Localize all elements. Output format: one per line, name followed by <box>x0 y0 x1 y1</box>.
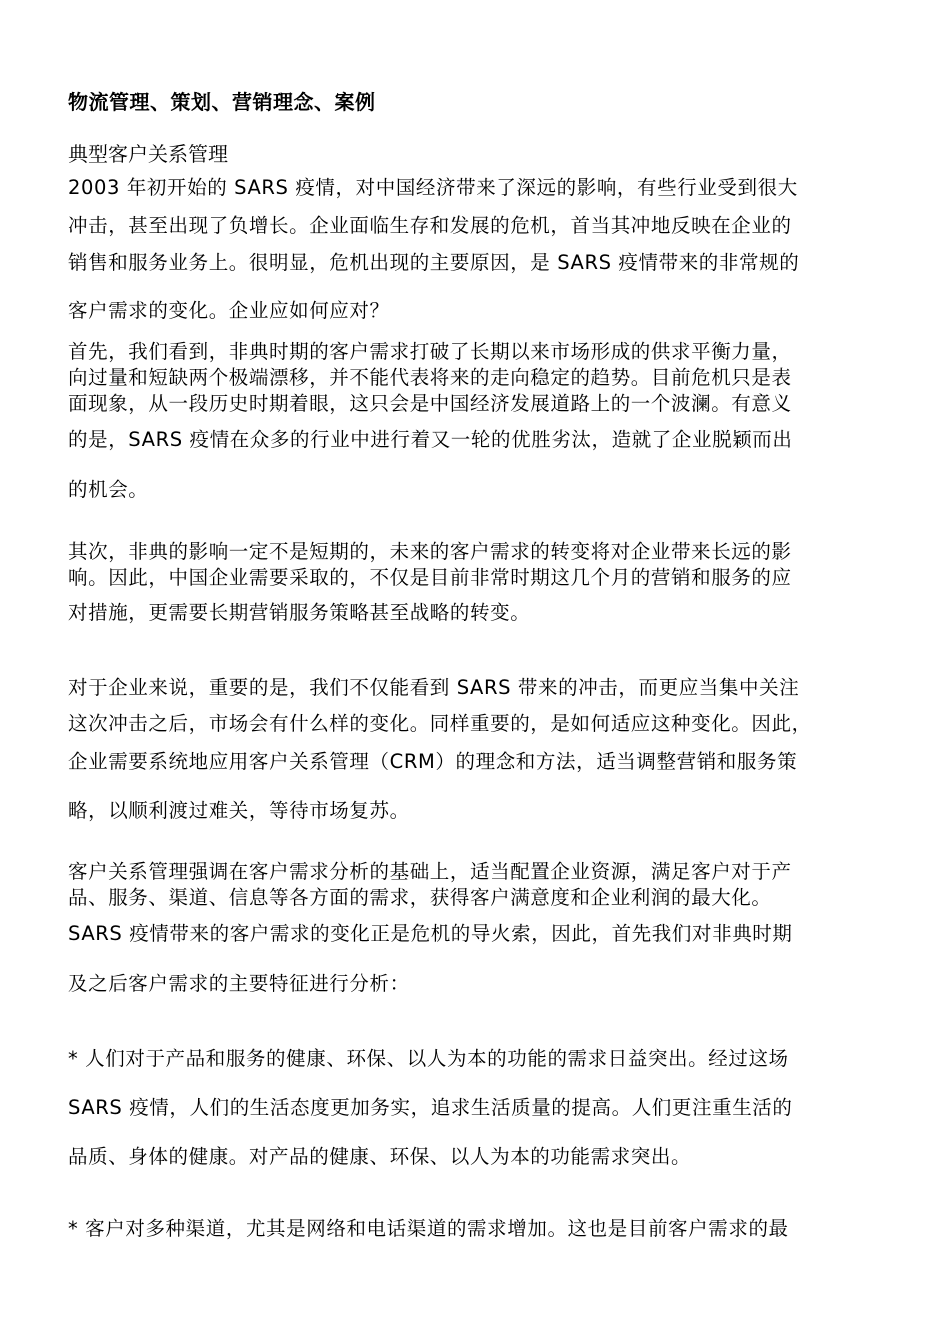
paragraph-line: 这次冲击之后，市场会有什么样的变化。同样重要的，是如何适应这种变化。因此， <box>68 712 812 735</box>
paragraph-line: 对于企业来说，重要的是，我们不仅能看到 SARS 带来的冲击，而更应当集中关注 <box>68 676 800 699</box>
paragraph-line: 首先，我们看到，非典时期的客户需求打破了长期以来市场形成的供求平衡力量， <box>68 340 792 363</box>
paragraph-line: 略，以顺利渡过难关，等待市场复苏。 <box>68 799 410 822</box>
paragraph-line: 面现象，从一段历史时期着眼，这只会是中国经济发展道路上的一个波澜。有意义 <box>68 392 792 415</box>
paragraph-line: 响。因此，中国企业需要采取的，不仅是目前非常时期这几个月的营销和服务的应 <box>68 566 792 589</box>
list-item-line: * 客户对多种渠道，尤其是网络和电话渠道的需求增加。这也是目前客户需求的最 <box>68 1217 789 1240</box>
paragraph-line: 的机会。 <box>68 478 149 501</box>
paragraph-line: 向过量和短缺两个极端漂移，并不能代表将来的走向稳定的趋势。目前危机只是表 <box>68 366 792 389</box>
paragraph-line: 2003 年初开始的 SARS 疫情，对中国经济带来了深远的影响，有些行业受到很大 <box>68 176 798 199</box>
document-title: 物流管理、策划、营销理念、案例 <box>68 90 376 114</box>
paragraph-line: 企业需要系统地应用客户关系管理（CRM）的理念和方法，适当调整营销和服务策 <box>68 750 798 773</box>
paragraph-line: SARS 疫情带来的客户需求的变化正是危机的导火索，因此，首先我们对非典时期 <box>68 922 793 945</box>
list-item-line: * 人们对于产品和服务的健康、环保、以人为本的功能的需求日益突出。经过这场 <box>68 1047 789 1070</box>
paragraph-line: 品、服务、渠道、信息等各方面的需求，获得客户满意度和企业利润的最大化。 <box>68 886 772 909</box>
document-subtitle: 典型客户关系管理 <box>68 142 228 166</box>
list-item-line: 品质、身体的健康。对产品的健康、环保、以人为本的功能需求突出。 <box>68 1145 692 1168</box>
paragraph-line: 的是，SARS 疫情在众多的行业中进行着又一轮的优胜劣汰，造就了企业脱颖而出 <box>68 428 793 451</box>
list-item-line: SARS 疫情，人们的生活态度更加务实，追求生活质量的提高。人们更注重生活的 <box>68 1096 793 1119</box>
paragraph-line: 客户关系管理强调在客户需求分析的基础上，适当配置企业资源，满足客户对于产 <box>68 860 792 883</box>
paragraph-line: 销售和服务业务上。很明显，危机出现的主要原因，是 SARS 疫情带来的非常规的 <box>68 251 800 274</box>
paragraph-line: 冲击，甚至出现了负增长。企业面临生存和发展的危机，首当其冲地反映在企业的 <box>68 214 792 237</box>
paragraph-line: 客户需求的变化。企业应如何应对？ <box>68 299 390 322</box>
paragraph-line: 其次，非典的影响一定不是短期的，未来的客户需求的转变将对企业带来长远的影 <box>68 540 792 563</box>
paragraph-line: 及之后客户需求的主要特征进行分析： <box>68 972 410 995</box>
paragraph-line: 对措施，更需要长期营销服务策略甚至战略的转变。 <box>68 601 531 624</box>
